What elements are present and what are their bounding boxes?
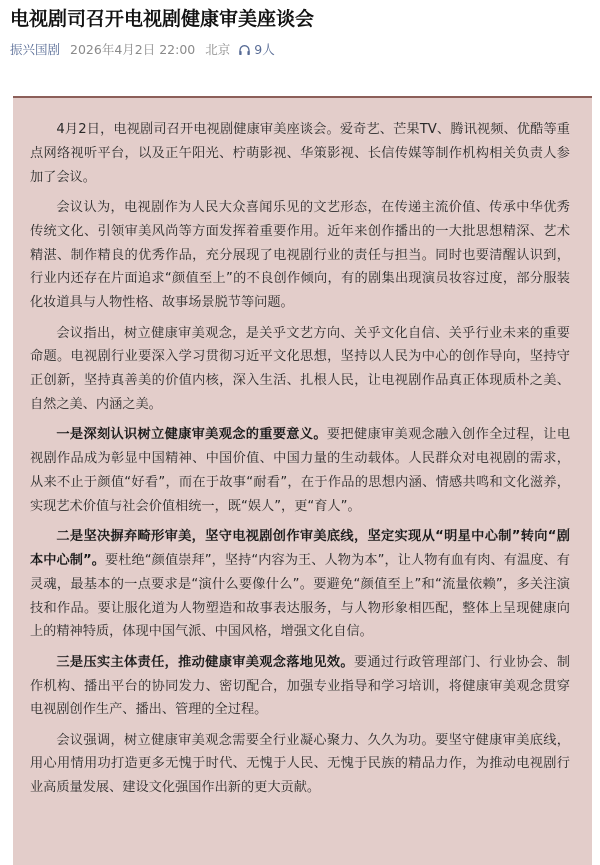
publish-date: 2026年4月2日 22:00: [70, 42, 196, 57]
paragraph: [30, 423, 570, 518]
listener-count: 9人: [254, 42, 275, 57]
paragraph-text: 要杜绝“颜值崇拜”，坚持“内容为王、人物为本”，让人物有血有肉、有温度、有灵魂，最基本的一点要求是“演什么要像什么”。要避免“颜值至上”和“流量依赖”，多关注演技和作品。要让服化道为人物塑造和故事表达服务，与人物形象相匹配，整体上呈现健康向上的精神特质，体现中国气派、中国风格，增强文化自信。: [30, 552, 570, 640]
article-title: 电视剧司召开电视剧健康审美座谈会: [10, 8, 315, 30]
paragraph-lead: 二是坚决摒弃畸形审美，坚守电视剧创作审美底线，坚定实现从“明星中心制”转向“剧本中心制”。: [30, 529, 570, 568]
paragraph-text: 会议指出，树立健康审美观念，是关乎文艺方向、关乎文化自信、关乎行业未来的重要命题。电视剧行业要深入学习贯彻习近平文化思想，坚持以人民为中心的创作导向，坚持守正创新，坚持真善美的价值内核，深入生活、扎根人民，让电视剧作品真正体现质朴之美、自然之美、内涵之美。: [30, 325, 570, 412]
paragraph: [30, 525, 570, 644]
paragraph-lead: 一是深刻认识树立健康审美观念的重要意义。: [56, 427, 327, 443]
paragraph: [30, 729, 570, 800]
paragraph: [30, 196, 570, 315]
headphones-icon: [238, 44, 251, 56]
listen-button[interactable]: [238, 40, 274, 60]
paragraph-text: 4月2日，电视剧司召开电视剧健康审美座谈会。爱奇艺、芒果TV、腾讯视频、优酷等重点网络视听平台，以及正午阳光、柠萌影视、华策影视、长信传媒等制作机构相关负责人参加了会议。: [30, 122, 570, 185]
paragraph-text: 会议强调，树立健康审美观念需要全行业凝心聚力、久久为功。要坚守健康审美底线，用心用情用功打造更多无愧于时代、无愧于人民、无愧于民族的精品力作，为推动电视剧行业高质量发展、建设文化强国作出新的更大贡献。: [30, 732, 570, 796]
paragraph-text: 要通过行政管理部门、行业协会、制作机构、播出平台的协同发力、密切配合，加强专业指导和学习培训，将健康审美观念贯穿电视剧创作生产、播出、管理的全过程。: [30, 654, 570, 718]
paragraph: [30, 322, 570, 417]
publish-location: 北京: [205, 42, 231, 57]
paragraph: [30, 651, 570, 722]
paragraph-text: 会议认为，电视剧作为人民大众喜闻乐见的文艺形态，在传递主流价值、传承中华优秀传统文化、引领审美风尚等方面发挥着重要作用。近年来创作播出的一大批思想精深、艺术精湛、制作精良的优秀作品，充分展现了电视剧行业的责任与担当。同时也要清醒认识到，行业内还存在片面追求“颜值至上”的不良创作倾向，有的剧集出现演员妆容过度，部分服装化妆道具与人物性格、故事场景脱节等问题。: [30, 199, 570, 311]
paragraph: [30, 118, 570, 189]
account-name-link[interactable]: 振兴国剧: [10, 42, 61, 57]
article-meta: [10, 40, 275, 60]
paragraph-text: 要把健康审美观念融入创作全过程，让电视剧作品成为彰显中国精神、中国价值、中国力量的生动载体。人民群众对电视剧的需求，从来不止于颜值“好看”，而在于故事“耐看”，在于作品的思想内涵、情感共鸣和文化滋养，实现艺术价值与社会价值相统一，既“娱人”，更“育人”。: [30, 427, 571, 514]
paragraph-lead: 三是压实主体责任，推动健康审美观念落地见效。: [56, 654, 354, 670]
article-body: [30, 118, 570, 807]
